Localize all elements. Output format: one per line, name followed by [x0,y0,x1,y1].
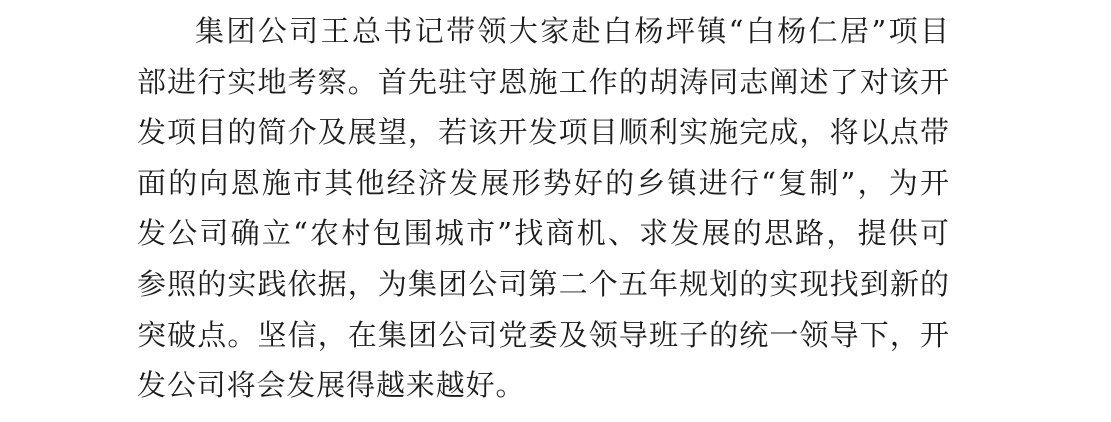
paragraph-line: 发公司确立“农村包围城市”找商机、求发展的思路，提供可 [137,216,949,251]
paragraph-line: 面的向恩施市其他经济发展形势好的乡镇进行“复制”，为开 [137,165,949,200]
paragraph-line: 部进行实地考察。首先驻守恩施工作的胡涛同志阐述了对该开 [137,64,949,99]
paragraph-line: 参照的实践依据，为集团公司第二个五年规划的实现找到新的 [137,266,949,301]
paragraph-line: 发项目的简介及展望，若该开发项目顺利实施完成，将以点带 [137,115,949,150]
paragraph-line: 突破点。坚信，在集团公司党委及领导班子的统一领导下，开 [137,317,949,352]
paragraph-line: 集团公司王总书记带领大家赴白杨坪镇“白杨仁居”项目 [195,14,949,48]
body-paragraph [137,6,949,411]
paragraph-line: 发公司将会发展得越来越好。 [137,368,526,403]
